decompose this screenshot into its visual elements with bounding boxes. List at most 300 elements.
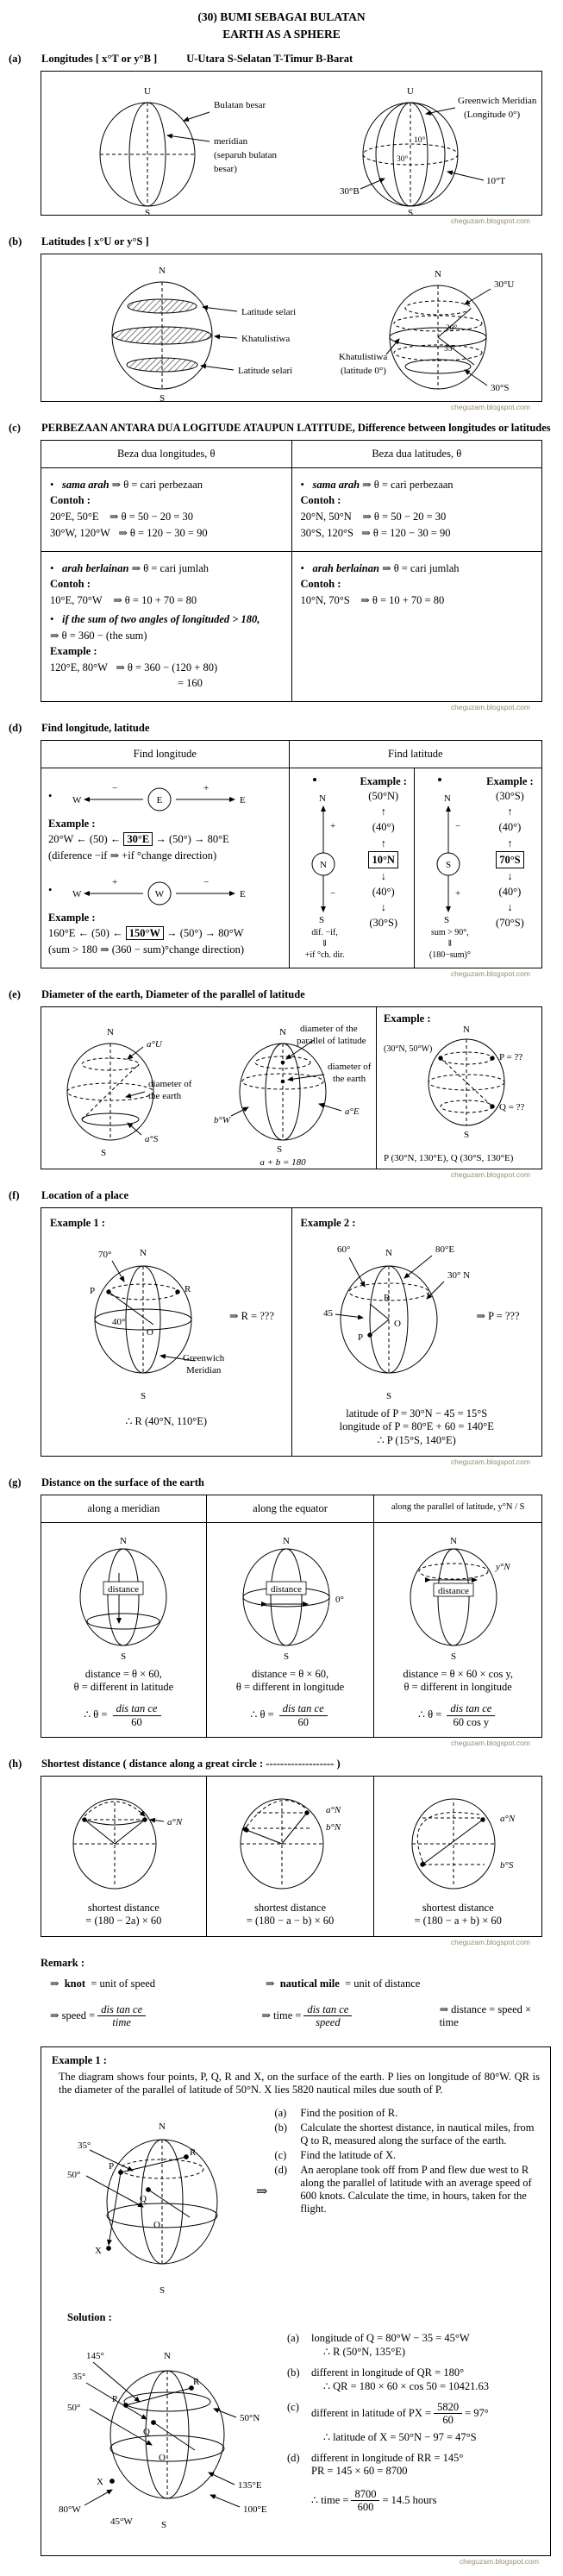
solution-heading: Solution : [67,2310,112,2323]
rule-text: ⇒ θ = cari perbezaan [362,479,454,492]
example-label: Example : [384,1012,431,1025]
nautical-mile-def: = unit of distance [345,1977,421,1990]
col-header-latitudes: Beza dua latitudes, θ [291,441,542,468]
chain-right: → (50°) → 80°E [155,833,229,846]
example-pair: 20°E, 50°E [50,511,99,523]
location-examples-table [41,1207,542,1457]
point-p: P [357,1332,363,1344]
remark-section [9,1957,551,2029]
section-b [9,235,551,411]
caption-arrow: ⇓ [446,939,454,950]
sama-arah: sama arah [62,479,109,492]
pole-label-n: N [450,1536,458,1547]
formula-1: distance = θ × 60, [84,1668,162,1681]
section-d-number: (d) [9,722,22,735]
caption-2: (180−sum)° [429,950,471,961]
sum-rule: if the sum of two angles of longituded > 180, [62,613,260,626]
rule-text: ⇒ θ = cari perbezaan [111,479,203,492]
sphere-outline [80,1549,166,1645]
example-result: ⇒ θ = 10 + 70 = 80 [113,594,197,607]
cell-find-latitude-north [289,768,414,968]
shortest-label: shortest distance [87,1901,160,1914]
col-header-longitudes: Beza dua longitudes, θ [41,441,292,468]
section-c-heading [9,422,551,435]
sphere-outline [67,1044,153,1140]
solution-globe [55,2329,275,2545]
v1: (50°N) [368,790,399,803]
angle-30: 30° [397,155,409,165]
distance-formula: ⇒ distance = speed × time [439,2003,532,2028]
example-label: Example : [48,912,96,924]
down-arrow: ↓ [507,901,513,913]
example2-cell [291,1208,542,1457]
globe-greenwich [324,75,540,217]
title-line2: EARTH AS A SPHERE [222,27,341,41]
center-o: O [393,1319,401,1330]
frac-num: dis tan ce [447,1702,495,1715]
shortest-formula: = (180 − 2a) × 60 [85,1914,162,1927]
sol-no: (b) [287,2366,300,2379]
pole-label-s: S [144,208,151,219]
v4: (30°S) [369,917,398,930]
pole-label-n: N [385,1248,392,1259]
pole-label-s: S [121,1652,127,1663]
n-label: N [318,793,326,805]
pole-label-n: N [164,2350,171,2361]
label-45w: 45°W [110,2516,133,2527]
sol-a-line1: longitude of Q = 80°W − 35 = 45°W [311,2331,470,2344]
example-result: ⇒ θ = 120 − 30 = 90 [118,527,208,540]
find-p: ⇒ P = ??? [476,1310,520,1323]
e-label: E [240,795,246,806]
s-label: S [318,915,324,926]
solution-b [287,2366,541,2393]
sol-a-line2: ∴ R (50°N, 135°E) [323,2345,406,2358]
note: (diference −if ⇒ +if °change direction) [48,849,217,862]
sol-c-line1-end: = 97° [465,2406,489,2419]
solutions [287,2324,541,2514]
equation-a-plus-b: a + b = 180 [260,1157,306,1169]
globe-latitude-angles [339,260,541,404]
meridian-label-3: besar) [214,164,237,175]
knot-def: = unit of speed [91,1977,156,1990]
section-e-title: Diameter of the earth, Diameter of the parallel of latitude [41,988,305,1001]
latitude-selari-label-1: Latitude selari [241,307,297,318]
formula-2: θ = different in longitude [403,1681,512,1694]
pole-label-s: S [140,1391,147,1402]
section-h-heading [9,1758,551,1771]
sol-d-line2: PR = 145 × 60 = 8700 [311,2464,408,2477]
watermark: cheguzam.blogspot.com [450,1457,530,1467]
minus-sign: − [454,821,461,832]
angle-10: 10° [414,136,426,146]
example-result: ⇒ θ = 360 − (120 + 80) [116,661,218,674]
cell-find-longitude: • W − E + E Example : 20°W ← (50) ← 30°E → (50°) → 80°E (diference −if ⇒ +if °change direction) • W + W − E Example : 160°E ← (50) ← 150°W → (50°) → 80°W (sum > 180 ⇒ (360 − sum)°change direction) [41,768,290,968]
value-stack [496,788,524,931]
parallel-diam-label-1: diameter of the [300,1024,358,1035]
example-answer: P (30°N, 130°E), Q (30°S, 130°E) [384,1153,514,1164]
arrow: ⇒ [50,1977,59,1990]
col-header-equator: along the equator [206,1495,374,1523]
label-50n: 50°N [240,2412,260,2423]
label-as: a°S [145,1134,159,1145]
caption-1: sum > 90°, [430,928,469,938]
pole-label-s: S [463,1130,470,1141]
col-header-find-latitude: Find latitude [289,741,541,768]
pole-label-n: N [159,2121,166,2132]
example1-title: Example 1 : [52,2053,107,2066]
section-a-heading [9,53,551,66]
value-stack [368,788,398,931]
pole-label-s: S [159,2285,166,2296]
globe-distance-equator [222,1532,360,1661]
watermark: cheguzam.blogspot.com [450,969,530,979]
up-arrow: ↑ [380,837,386,849]
formula-1: distance = θ × 60 × cos y, [403,1668,514,1681]
example-pair: 10°E, 70°W [50,594,103,607]
pole-label-n: N [140,1248,147,1259]
q-text: Find the position of R. [300,2106,398,2119]
east-axis-diagram [60,777,259,815]
rule-text: ⇒ θ = cari jumlah [131,562,210,575]
sol-no: (c) [287,2400,299,2413]
sol-b-line1: different in longitude of QR = 180° [311,2366,465,2379]
example-pair: 20°N, 50°N [300,511,352,523]
up-arrow: ↑ [507,837,513,849]
example-label: Example : [48,818,96,830]
label-135e: 135°E [238,2479,262,2491]
center-o: O [147,1327,153,1338]
contoh-label: Contoh : [50,494,91,507]
remark-heading: Remark : [41,1956,85,1969]
distance-label: distance [108,1584,140,1595]
point-p: P [109,2160,115,2172]
q-text: An aeroplane took off from P and flew due west to R along the parallel of latitude with an average speed of 600 knots. Calculate the time, in hours, taken for the flight. [300,2163,532,2215]
shortest-label: shortest distance [422,1901,494,1914]
chain-right: → (50°) → 80°W [166,927,244,940]
sphere-outline [84,2362,240,2507]
down-arrow: ↓ [507,869,513,882]
watermark: cheguzam.blogspot.com [450,403,530,412]
section-h-number: (h) [9,1757,22,1770]
great-circle-opposite-hemisphere [385,1785,531,1893]
solution-a [287,2332,541,2359]
note: (sum > 180 ⇒ (360 − sum)°change direction) [48,943,245,956]
khatulistiwa-label-2: (latitude 0°) [341,366,386,377]
point-p: P [112,2393,118,2404]
formula-2: θ = different in latitude [73,1681,174,1694]
col-header-find-longitude: Find longitude [41,741,290,768]
latitude-selari-label-2: Latitude selari [238,366,293,377]
label-b-s: b°S [500,1859,514,1871]
globe-distance-parallel [389,1532,527,1661]
cell-same-direction-longitude: • sama arah ⇒ θ = cari perbezaan Contoh : 20°E, 50°E ⇒ θ = 50 − 20 = 30 30°W, 120°W ⇒ θ = 120 − 30 = 90 [41,468,292,552]
point-r: R [185,1284,191,1295]
sphere-outline [112,282,237,389]
section-d [9,722,551,978]
khatulistiwa-label-1: Khatulistiwa [339,352,388,363]
great-circle-label: Bulatan besar [214,100,266,111]
globe-latitudes-hatched [80,258,339,403]
label-30u: 30°U [494,279,515,291]
section-h-title: Shortest distance ( distance along a great circle : ------------------- ) [41,1757,341,1770]
sphere-outline [95,1261,195,1373]
label-80w: 80°W [59,2504,81,2515]
w-label: W [72,795,82,806]
example-label: Example : [360,775,407,788]
example-pair: 10°N, 70°S [300,594,350,607]
label-bw: b°W [214,1115,231,1126]
sum-formula: ⇒ θ = 360 − (the sum) [50,630,147,642]
section-b-number: (b) [9,235,22,248]
section-f-number: (f) [9,1189,20,1202]
angle-lower: 35° [444,345,456,354]
example-result: ⇒ θ = 10 + 70 = 80 [360,594,445,607]
section-g-title: Distance on the surface of the earth [41,1476,204,1489]
s-label: S [443,915,449,926]
minus-sign: − [203,877,210,888]
center-w: W [154,889,165,900]
pole-label-s: S [159,393,166,404]
frac-den: 60 [131,1715,142,1728]
pole-label-n: N [120,1536,128,1547]
find-r: ⇒ R = ??? [229,1310,274,1323]
frac-num: 8700 [351,2488,379,2501]
pole-label-s: S [100,1148,107,1159]
angle-60: 60° [336,1244,350,1256]
contoh-label: Contoh : [300,494,341,507]
watermark: cheguzam.blogspot.com [450,1937,530,1946]
solution-c [287,2401,541,2444]
n-label: N [443,793,451,805]
label-au: a°U [147,1039,162,1050]
formula-1: distance = θ × 60, [251,1668,329,1681]
sphere-outline [100,103,210,206]
example-result-2: = 160 [178,677,203,690]
q-text: Calculate the shortest distance, in nautical miles, from Q to R, measured along the surface of the earth. [300,2121,535,2147]
frac-den: 60 [297,1715,309,1728]
pole-label-s: S [407,208,414,219]
example1-cell [41,1208,292,1457]
watermark: cheguzam.blogspot.com [450,1738,530,1747]
question-c [274,2149,541,2162]
worked-example-section [9,2046,551,2566]
boxed-result: 70°S [496,851,523,868]
v2: (40°) [372,821,395,834]
rule-text: ⇒ θ = cari jumlah [382,562,460,575]
example-result: ⇒ θ = 50 − 20 = 30 [109,511,194,523]
globe-distance-meridian [59,1532,188,1661]
sphere-outline [335,1256,444,1373]
meridian-label-1: meridian [214,136,248,147]
equator-0-label: 0° [335,1595,344,1606]
chain-left: 20°W ← (50) ← [48,833,122,846]
pole-label-n: N [279,1027,286,1038]
pole-label-u: U [144,86,151,97]
example1-label: Example 1 : [50,1217,105,1230]
contoh-label: Contoh : [300,578,341,591]
example-pair: 30°W, 120°W [50,527,110,540]
minus-sign: − [112,783,118,794]
parallel-diam-label-2: parallel of latitude [297,1036,366,1047]
up-arrow: ↑ [507,805,513,818]
v1: (30°S) [496,790,524,803]
example-pair: 30°S, 120°S [300,527,353,540]
question-a [274,2107,541,2120]
boxed-value: 30°E [123,832,153,846]
cell-opposite-direction-latitude: • arah berlainan ⇒ θ = cari jumlah Contoh : 10°N, 70°S ⇒ θ = 10 + 70 = 80 [291,552,542,702]
point-r: R [383,1293,390,1304]
center-o: O [153,2219,160,2230]
circle-outline [73,1799,164,1889]
down-arrow: ↓ [380,901,386,913]
pole-label-n: N [435,269,441,280]
solution-d [287,2452,541,2514]
example1-box [41,2046,551,2556]
section-b-title: Latitudes [ x°U or y°S ] [41,235,149,248]
sphere-outline [410,1549,497,1645]
v3: (40°) [372,885,395,898]
q-no: (a) [274,2106,287,2119]
therefore: ∴ θ = [84,1708,108,1720]
v4: (70°S) [496,917,524,930]
greenwich-label-2: (Longitude 0°) [464,110,521,121]
pole-label-n: N [463,1025,470,1036]
sphere-outline [243,1549,329,1645]
globe-example-pq [384,1025,542,1144]
example-result: ⇒ θ = 120 − 30 = 90 [361,527,451,540]
plus-sign: + [203,783,210,794]
pole-label-n: N [107,1027,114,1038]
diameter-label-1: diameter of [148,1079,192,1090]
frac-den: 60 [442,2414,454,2427]
therefore: ∴ θ = [418,1708,442,1720]
center-n: N [319,860,327,871]
up-arrow: ↑ [380,805,386,818]
label-30s: 30°S [491,383,510,394]
cell-find-latitude-south [414,768,541,968]
e-label: E [240,889,246,900]
v2: (40°) [498,821,522,834]
sphere-outline [86,2140,217,2264]
pole-label-n: N [159,266,166,277]
section-g-number: (g) [9,1476,22,1489]
plus-sign: + [112,877,118,888]
label-10t: 10°T [486,176,506,187]
shortest-distance-table [41,1776,542,1937]
section-h [9,1758,551,1946]
section-e [9,988,551,1179]
q-no: (c) [274,2148,287,2161]
caption-2: +if °ch. dir. [304,950,345,961]
q-text: Find the latitude of X. [300,2148,397,2161]
example-pair: 120°E, 80°W [50,661,108,674]
plus-sign: + [454,888,461,899]
earth-diam-label-2: the earth [333,1074,366,1085]
chain-left: 160°E ← (50) ← [48,927,123,940]
caption-1: dif. −if, [311,928,338,938]
section-f-heading [9,1189,551,1202]
example2-label: Example 2 : [300,1217,356,1230]
pole-label-u: U [407,86,414,97]
section-c-title: PERBEZAAN ANTARA DUA LOGITUDE ATAUPUN LATITUDE, Difference between longitudes or latitudes [41,422,551,435]
section-a [9,53,551,225]
example-panel [376,1007,546,1169]
frac-num: dis tan ce [303,2003,352,2016]
diameter-label-2: the earth [148,1091,182,1102]
cell-along-meridian [41,1523,207,1738]
arah-berlainan: arah berlainan [62,562,129,575]
circle-outline [241,1799,323,1889]
question-d [274,2164,541,2216]
section-f [9,1189,551,1466]
greenwich-2: Meridian [186,1365,222,1376]
down-arrow: ↓ [380,869,386,882]
globe-location-p [304,1230,477,1402]
minus-sign: − [329,888,335,899]
section-b-heading [9,235,551,248]
sol-c-line2: ∴ latitude of X = 50°N − 97 = 47°S [323,2430,477,2443]
question-globe [60,2105,254,2299]
p-unknown: P = ?? [499,1052,523,1063]
section-e-number: (e) [9,988,21,1001]
frac-den: 60 cos y [453,1715,490,1728]
example1-answer: ∴ R (40°N, 110°E) [125,1415,208,1428]
pole-label-s: S [385,1391,391,1402]
sol-c-line1: different in latitude of PX = [311,2406,432,2419]
point-p: P [90,1286,96,1297]
greenwich-label-1: Greenwich Meridian [458,96,537,107]
distance-label: distance [438,1586,470,1597]
example1-problem: The diagram shows four points, P, Q, R and X, on the surface of the earth. P lies on longitude of 80°W. QR is the diameter of the parallel of latitude of 50°N. X lies 5820 nautical miles due south of P. [59,2070,540,2096]
cell-opposite-direction-longitude: • arah berlainan ⇒ θ = cari jumlah Contoh : 10°E, 70°W ⇒ θ = 10 + 70 = 80 • if the sum of two angles of longituded > 180, ⇒ θ = 360 − (the sum) Example : 120°E, 80°W ⇒ θ = 360 − (120 + 80) = 160 [41,552,292,702]
knot-term: knot [64,1977,86,1990]
section-g-heading [9,1476,551,1489]
v3: (40°) [498,885,522,898]
time-formula-label: ⇒ time = [261,2009,302,2021]
w-label: W [72,889,82,900]
contoh-label: Contoh : [50,578,91,591]
label-ae: a°E [345,1106,360,1118]
speed-formula-label: ⇒ speed = [50,2009,96,2021]
circle-outline [412,1799,495,1889]
label-30b: 30°B [340,186,360,197]
cell-along-equator [206,1523,374,1738]
parallel-y-label: y°N [496,1562,510,1573]
sol-d-time: ∴ time = [311,2493,349,2506]
angle-50: 50° [67,2169,81,2180]
label-100e: 100°E [243,2504,267,2515]
angle-upper: 20° [446,324,458,334]
example2-answer: ∴ P (15°S, 140°E) [377,1434,456,1447]
label-b-n: b°N [325,1821,341,1833]
center-s: S [445,860,451,871]
example-result: ⇒ θ = 50 − 20 = 30 [362,511,447,523]
sol-no: (d) [287,2451,300,2464]
center-o: O [159,2452,166,2463]
nautical-mile-term: nautical mile [279,1977,340,1990]
col-header-parallel: along the parallel of latitude, y°N / S [374,1495,542,1523]
shortest-formula: = (180 − a − b) × 60 [246,1914,335,1927]
cell-same-latitude [41,1776,207,1936]
cell-opposite-hemisphere [374,1776,542,1936]
frac-den: 600 [357,2501,374,2513]
q-no: (b) [274,2121,287,2134]
plus-sign: + [329,821,335,832]
label-a-n: a°N [500,1813,516,1824]
title-line1: (30) BUMI SEBAGAI BULATAN [197,10,366,23]
sol-b-line2: ∴ QR = 180 × 60 × cos 50 = 10421.63 [323,2379,490,2392]
